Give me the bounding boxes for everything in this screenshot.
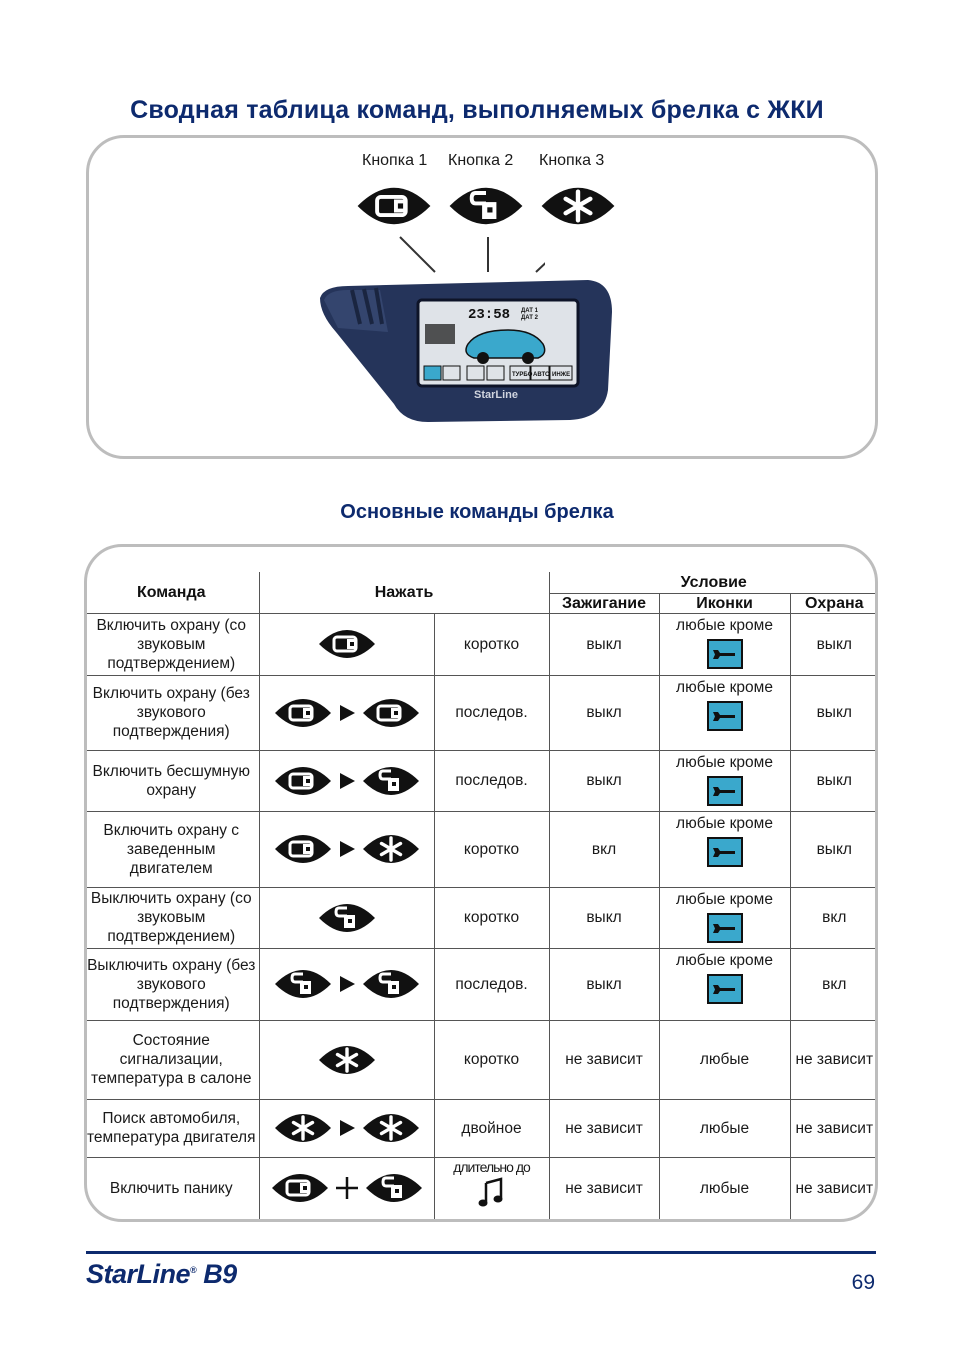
table-row (84, 887, 878, 948)
icons-cell (659, 887, 790, 948)
command-cell: Включить охрану (со звуковым подтверждением) (84, 613, 259, 675)
press-buttons-cell (259, 1099, 434, 1157)
guard-cell: вкл (790, 948, 878, 1020)
wrench-icon (707, 639, 743, 669)
button3-label: Кнопка 3 (539, 152, 605, 169)
press-type-cell: коротко (434, 613, 549, 675)
command-cell: Выключить охрану (без звукового подтверждения) (84, 948, 259, 1020)
page-title: Сводная таблица команд, выполняемых брелка с ЖКИ (130, 96, 824, 124)
press-type-cell: последов. (434, 675, 549, 750)
command-cell: Состояние сигнализации, температура в салоне (84, 1020, 259, 1099)
command-cell: Включить охрану (без звукового подтверждения) (84, 675, 259, 750)
section-title: Основные команды брелка (340, 501, 614, 523)
lock-button-icon (273, 693, 333, 733)
ignition-cell: выкл (549, 948, 659, 1020)
unlock-button-icon (361, 761, 421, 801)
icons-cell: любые (659, 1157, 790, 1219)
press-buttons-cell (259, 1020, 434, 1099)
table-row (84, 750, 878, 811)
ignition-cell: выкл (549, 750, 659, 811)
command-cell: Поиск автомобиля, температура двигателя (84, 1099, 259, 1157)
press-buttons-cell (259, 811, 434, 887)
icons-cell (659, 948, 790, 1020)
wrench-icon (707, 974, 743, 1004)
icons-cell (659, 675, 790, 750)
icons-cell (659, 811, 790, 887)
command-cell: Выключить охрану (со звуковым подтверждением) (84, 887, 259, 948)
footer-brand-logo: StarLine® B9 (86, 1259, 237, 1289)
press-type-cell: двойное (434, 1099, 549, 1157)
lock-button-icon (352, 180, 436, 232)
header-ignition: Зажигание (549, 593, 659, 613)
press-type-cell: последов. (434, 750, 549, 811)
press-buttons-cell (259, 1157, 434, 1219)
press-buttons-cell (259, 675, 434, 750)
press-type-cell: коротко (434, 887, 549, 948)
unlock-button-icon (444, 180, 528, 232)
fob-dat1: ДАТ 1 (521, 308, 538, 314)
header-command: Команда (84, 572, 259, 613)
arrow-right-icon (337, 703, 357, 723)
guard-cell: выкл (790, 613, 878, 675)
star-button-icon (536, 180, 620, 232)
table-row (84, 1157, 878, 1219)
unlock-button-icon (273, 964, 333, 1004)
icons-cell (659, 750, 790, 811)
star-button-icon (361, 829, 421, 869)
guard-cell: выкл (790, 750, 878, 811)
arrow-right-icon (337, 974, 357, 994)
press-buttons-cell (259, 948, 434, 1020)
plus-icon (334, 1175, 360, 1201)
commands-table-panel (84, 544, 878, 1222)
lock-button-icon (361, 693, 421, 733)
wrench-icon (707, 701, 743, 731)
ignition-cell: не зависит (549, 1157, 659, 1219)
icons-text: любые кроме (676, 616, 773, 634)
table-row (84, 811, 878, 887)
guard-cell: не зависит (790, 1020, 878, 1099)
table-row (84, 948, 878, 1020)
icons-cell: любые (659, 1099, 790, 1157)
table-row (84, 1020, 878, 1099)
ignition-cell: выкл (549, 887, 659, 948)
unlock-button-icon (364, 1168, 424, 1208)
command-cell: Включить бесшумную охрану (84, 750, 259, 811)
ignition-cell: вкл (549, 811, 659, 887)
icons-text: любые кроме (676, 753, 773, 771)
wrench-icon (707, 837, 743, 867)
icons-cell: любые (659, 1020, 790, 1099)
unlock-button-icon (361, 964, 421, 1004)
header-icons: Иконки (659, 593, 790, 613)
guard-cell: выкл (790, 675, 878, 750)
icons-text: любые кроме (676, 890, 773, 908)
guard-cell: не зависит (790, 1099, 878, 1157)
guard-cell: вкл (790, 887, 878, 948)
wrench-icon (707, 913, 743, 943)
button2-label: Кнопка 2 (448, 152, 514, 169)
fob-dat2: ДАТ 2 (521, 315, 538, 321)
unlock-button-icon (317, 898, 377, 938)
pointer-lines (395, 232, 545, 277)
icons-text: любые кроме (676, 951, 773, 969)
footer-model: B9 (203, 1259, 237, 1289)
ignition-cell: выкл (549, 675, 659, 750)
fob-time: 23:58 (468, 307, 511, 323)
icons-text: любые кроме (676, 678, 773, 696)
ignition-cell: не зависит (549, 1020, 659, 1099)
arrow-right-icon (337, 839, 357, 859)
header-condition: Условие (549, 572, 878, 593)
footer-brand: StarLine (86, 1259, 191, 1289)
command-cell: Включить охрану с заведенным двигателем (84, 811, 259, 887)
press-buttons-cell (259, 613, 434, 675)
command-cell: Включить панику (84, 1157, 259, 1219)
press-buttons-cell (259, 887, 434, 948)
fob-label-inje: ИНЖЕ (552, 372, 571, 378)
press-type-cell (434, 1157, 549, 1219)
ignition-cell: не зависит (549, 1099, 659, 1157)
lock-button-icon (270, 1168, 330, 1208)
table-row (84, 613, 878, 675)
press-type-cell: коротко (434, 811, 549, 887)
star-button-icon (317, 1040, 377, 1080)
table-row (84, 1099, 878, 1157)
icons-text: любые кроме (676, 814, 773, 832)
table-row (84, 675, 878, 750)
arrow-right-icon (337, 1118, 357, 1138)
lock-button-icon (317, 624, 377, 664)
page-number: 69 (851, 1271, 875, 1294)
commands-table (84, 572, 878, 1220)
header-guard: Охрана (790, 593, 878, 613)
header-press: Нажать (259, 572, 549, 613)
footer-divider (86, 1251, 876, 1254)
press-type-cell: последов. (434, 948, 549, 1020)
long-press-text: длительно до (453, 1158, 530, 1175)
lock-button-icon (273, 761, 333, 801)
ignition-cell: выкл (549, 613, 659, 675)
guard-cell: не зависит (790, 1157, 878, 1219)
arrow-right-icon (337, 771, 357, 791)
lock-button-icon (273, 829, 333, 869)
fob-label-turbo: ТУРБО (512, 372, 533, 378)
star-button-icon (273, 1108, 333, 1148)
icons-cell (659, 613, 790, 675)
press-type-cell: коротко (434, 1020, 549, 1099)
button1-label: Кнопка 1 (362, 152, 428, 169)
wrench-icon (707, 776, 743, 806)
fob-label-auto: АВТО (533, 372, 550, 378)
star-button-icon (361, 1108, 421, 1148)
fob-brand: StarLine (474, 389, 519, 401)
key-fob-image (318, 272, 614, 424)
press-buttons-cell (259, 750, 434, 811)
guard-cell: выкл (790, 811, 878, 887)
music-note-icon (477, 1177, 507, 1209)
